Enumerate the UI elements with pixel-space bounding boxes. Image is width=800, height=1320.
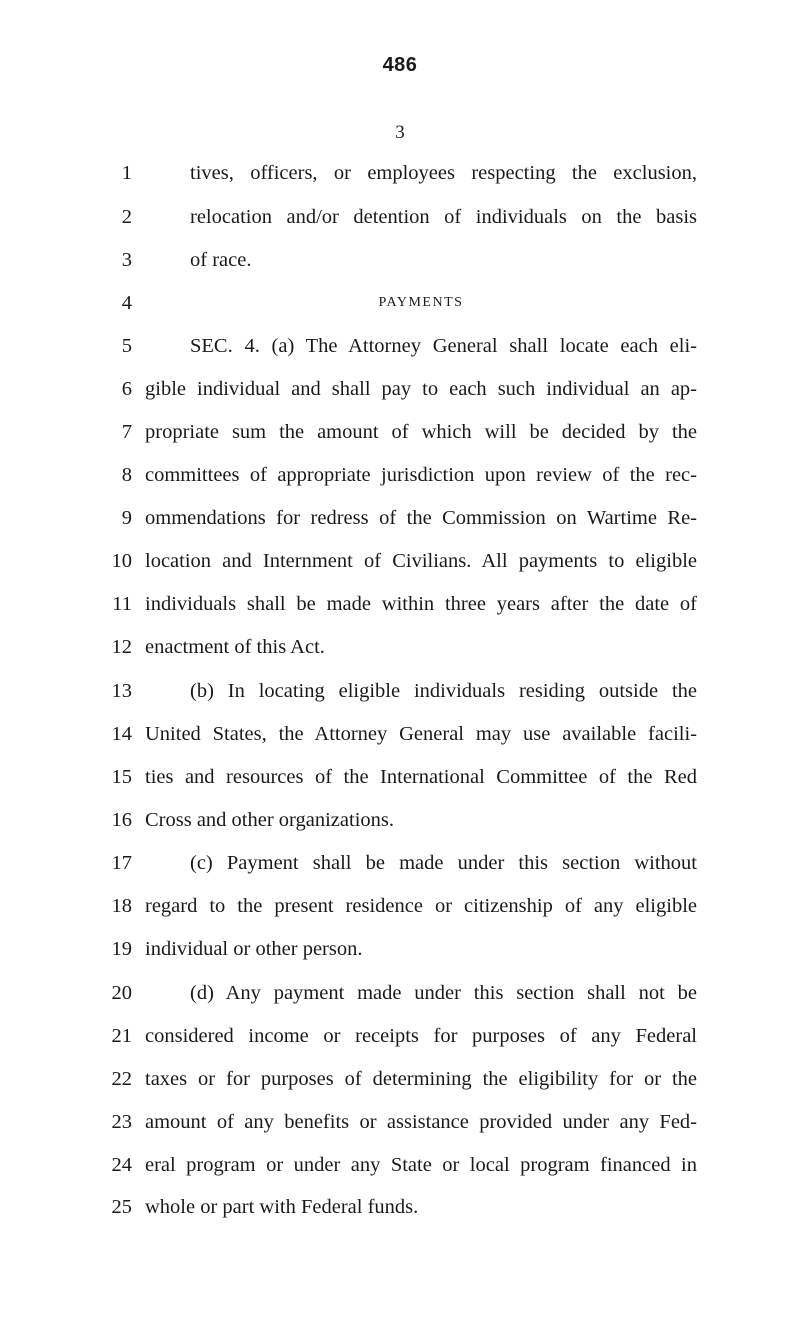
text-line	[0, 719, 800, 749]
line-number: 4	[121, 292, 132, 314]
text-line	[0, 503, 800, 533]
text-line	[0, 417, 800, 447]
line-text: relocation and/or detention of individuals on the basis	[190, 206, 697, 228]
page-number: 486	[382, 54, 418, 76]
line-text: gible individual and shall pay to each such individual an ap-	[145, 378, 697, 400]
text-line	[0, 288, 800, 318]
line-text: whole or part with Federal funds.	[145, 1196, 419, 1218]
line-number: 5	[121, 335, 132, 357]
text-line	[0, 934, 800, 964]
line-text: ommendations for redress of the Commission on Wartime Re-	[145, 507, 697, 529]
line-number: 19	[111, 938, 132, 960]
line-text: (d) Any payment made under this section shall not be	[190, 982, 697, 1004]
line-number: 12	[111, 636, 132, 658]
line-number: 7	[121, 421, 132, 443]
text-line	[0, 202, 800, 232]
text-line	[0, 676, 800, 706]
line-number: 9	[121, 507, 132, 529]
line-number: 18	[111, 895, 132, 917]
line-number: 6	[121, 378, 132, 400]
text-line	[0, 891, 800, 921]
line-number: 17	[111, 852, 132, 874]
line-number: 25	[111, 1196, 132, 1218]
line-text: individuals shall be made within three years after the date of	[145, 593, 697, 615]
text-line	[0, 762, 800, 792]
text-line	[0, 546, 800, 576]
text-line	[0, 632, 800, 662]
line-number: 24	[111, 1154, 132, 1176]
line-number: 2	[121, 206, 132, 228]
line-text: location and Internment of Civilians. All payments to eligible	[145, 550, 697, 572]
text-line	[0, 460, 800, 490]
line-number: 13	[111, 680, 132, 702]
text-line	[0, 1150, 800, 1180]
line-text: considered income or receipts for purposes of any Federal	[145, 1025, 697, 1047]
text-line	[0, 1192, 800, 1222]
text-line	[0, 848, 800, 878]
text-line	[0, 805, 800, 835]
line-text: Cross and other organizations.	[145, 809, 394, 831]
line-number: 15	[111, 766, 132, 788]
line-text: tives, officers, or employees respecting the exclusion,	[190, 162, 697, 184]
text-line	[0, 1064, 800, 1094]
line-text: amount of any benefits or assistance provided under any Fed-	[145, 1111, 697, 1133]
text-line	[0, 589, 800, 619]
sub-page-number: 3	[395, 122, 405, 143]
line-number: 21	[111, 1025, 132, 1047]
text-line	[0, 331, 800, 361]
text-line	[0, 374, 800, 404]
line-number: 14	[111, 723, 132, 745]
line-text: SEC. 4. (a) The Attorney General shall locate each eli-	[190, 335, 697, 357]
line-number: 22	[111, 1068, 132, 1090]
line-text: (c) Payment shall be made under this section without	[190, 852, 697, 874]
text-line	[0, 158, 800, 188]
text-line	[0, 1107, 800, 1137]
line-text: eral program or under any State or local program financed in	[145, 1154, 697, 1176]
line-text: of race.	[190, 249, 252, 271]
line-text: taxes or for purposes of determining the eligibility for or the	[145, 1068, 697, 1090]
text-line	[0, 1021, 800, 1051]
line-number: 3	[121, 249, 132, 271]
line-text: ties and resources of the International Committee of the Red	[145, 766, 697, 788]
line-text: individual or other person.	[145, 938, 363, 960]
line-text: committees of appropriate jurisdiction upon review of the rec-	[145, 464, 697, 486]
section-heading: PAYMENTS	[378, 295, 464, 310]
line-text: (b) In locating eligible individuals residing outside the	[190, 680, 697, 702]
line-text: propriate sum the amount of which will be decided by the	[145, 421, 697, 443]
text-line	[0, 978, 800, 1008]
line-text: regard to the present residence or citizenship of any eligible	[145, 895, 697, 917]
line-text: United States, the Attorney General may use available facili-	[145, 723, 697, 745]
line-number: 1	[121, 162, 132, 184]
line-text: enactment of this Act.	[145, 636, 325, 658]
line-number: 23	[111, 1111, 132, 1133]
text-line	[0, 245, 800, 275]
line-number: 11	[112, 593, 132, 615]
line-number: 20	[111, 982, 132, 1004]
line-number: 16	[111, 809, 132, 831]
line-number: 8	[121, 464, 132, 486]
line-number: 10	[111, 550, 132, 572]
